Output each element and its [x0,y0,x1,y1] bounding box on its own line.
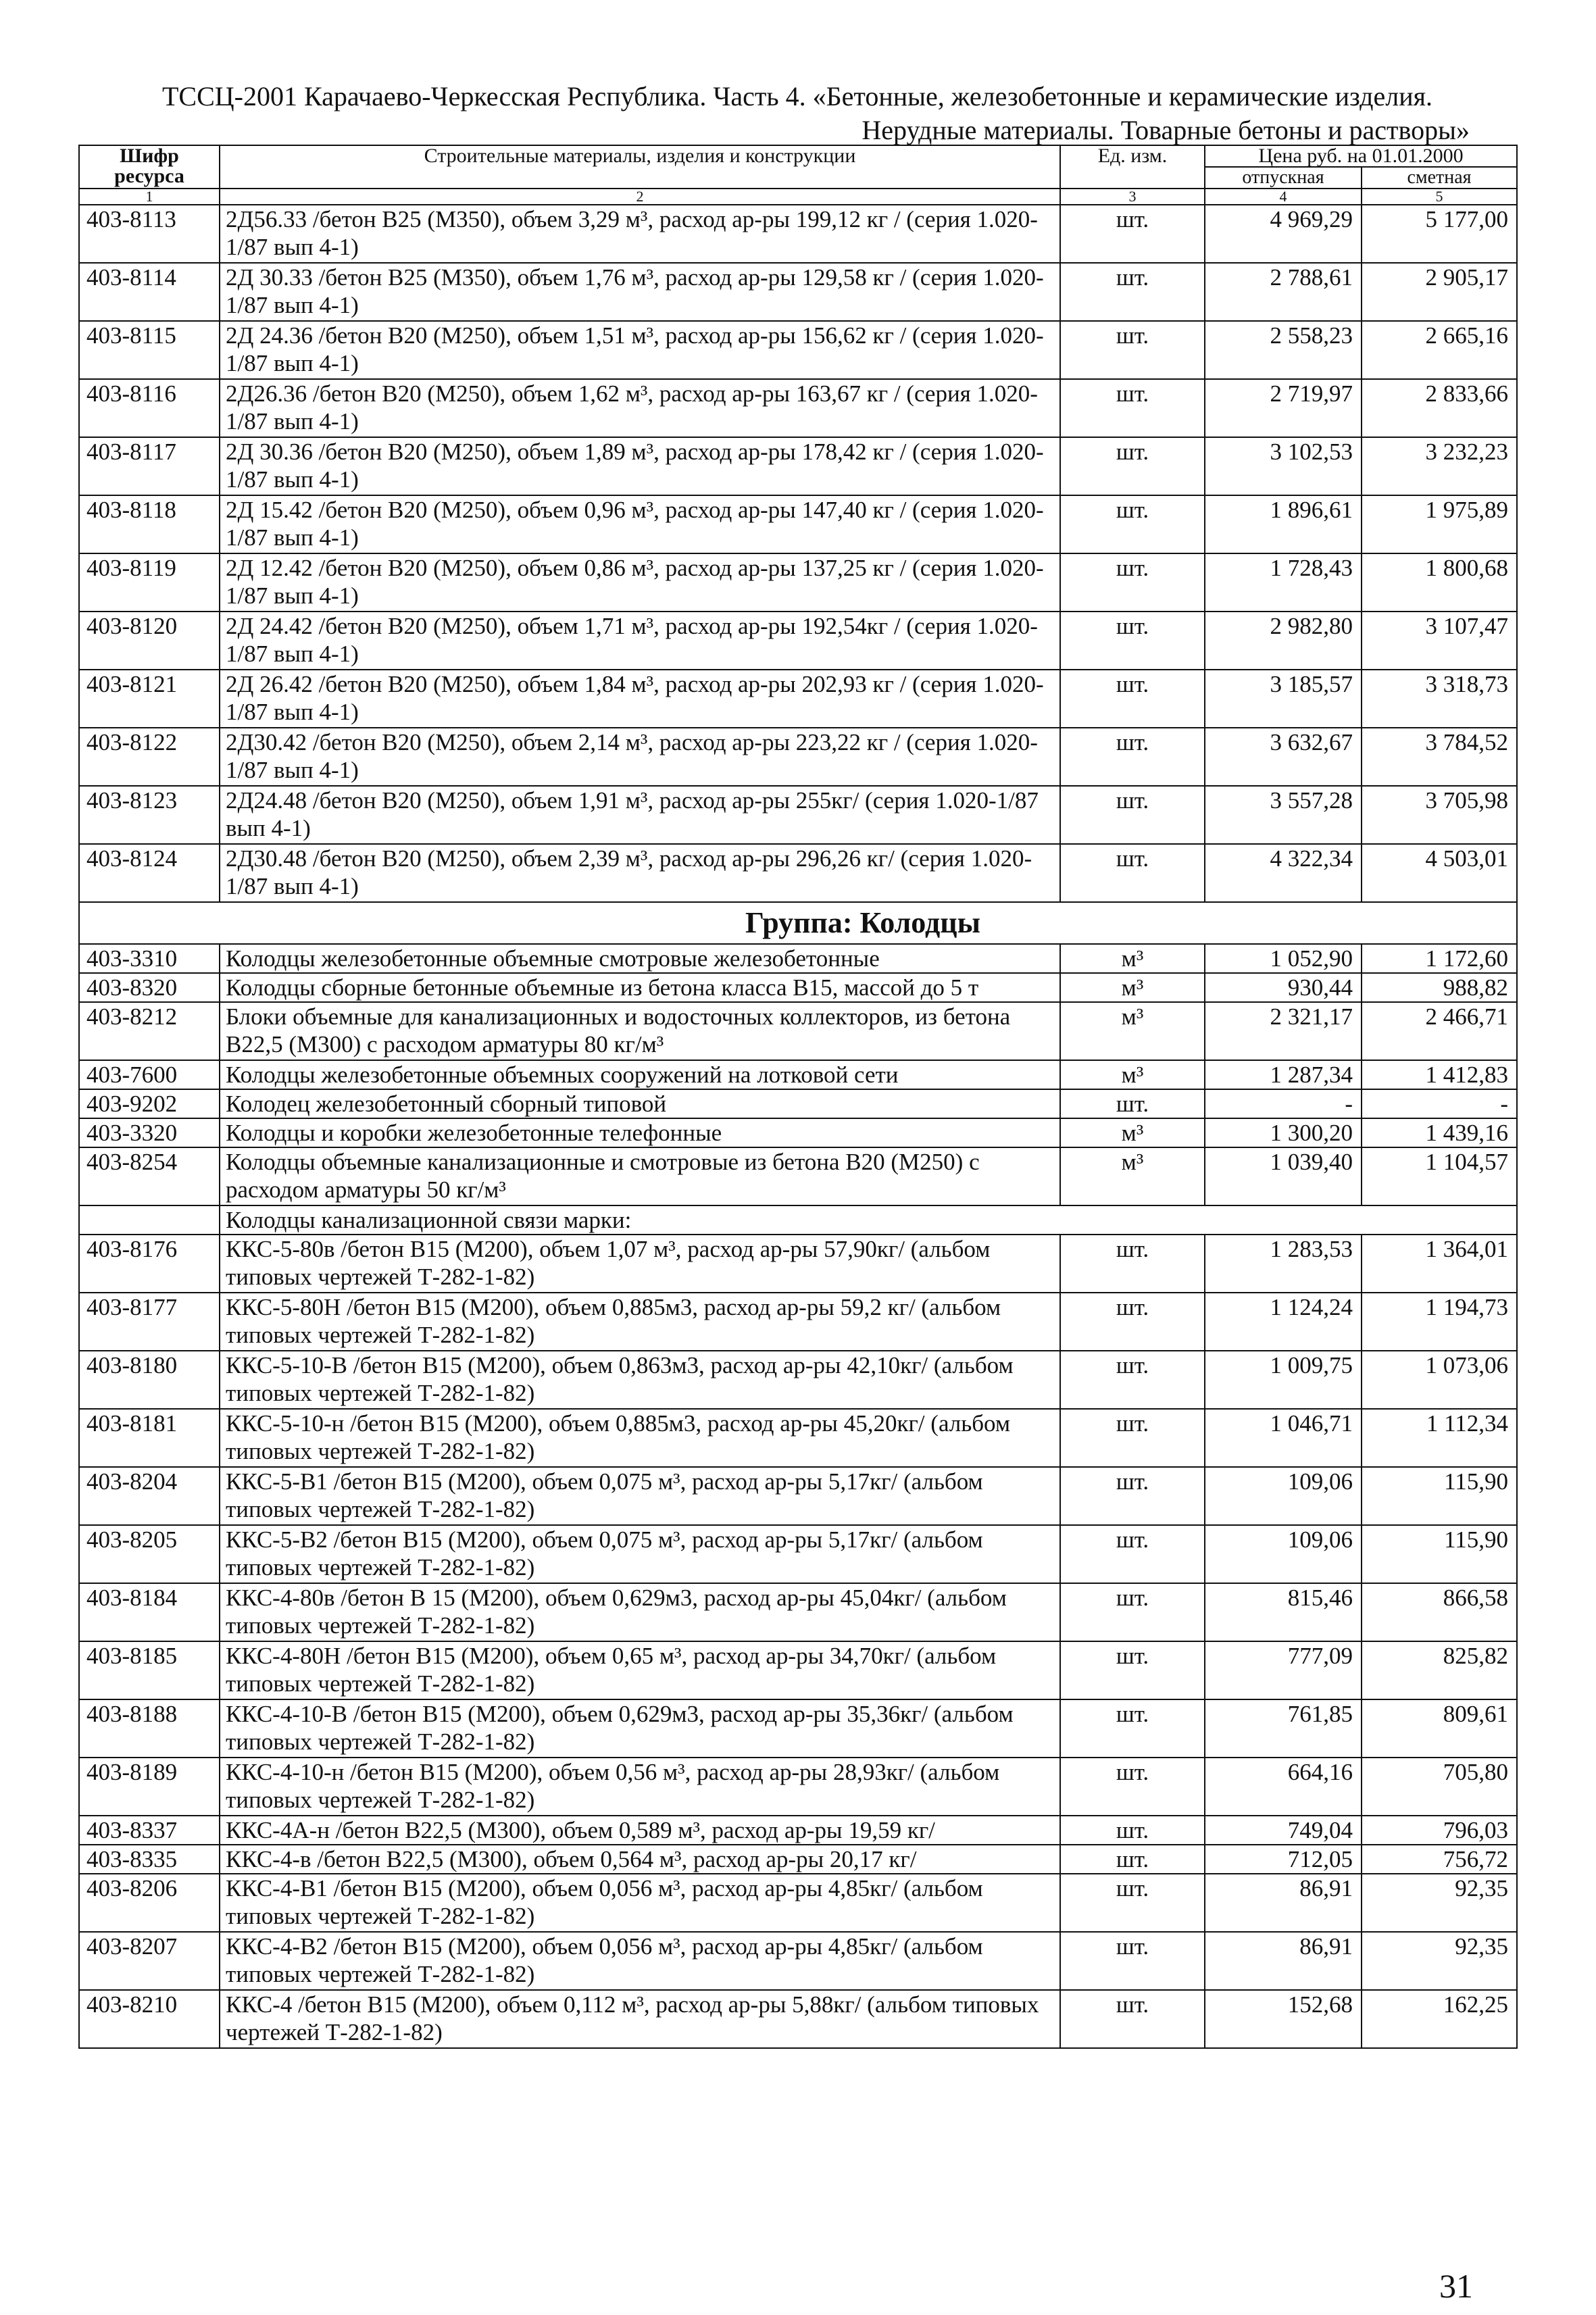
row-unit: шт. [1060,263,1205,321]
table-row [79,1089,1517,1118]
row-code: 403-8113 [79,205,220,263]
row-unit: шт. [1060,1758,1205,1816]
row-name: ККС-4-80в /бетон В 15 (М200), объем 0,629м3, расход ар-ры 45,04кг/ (альбом типовых чертежей Т-282-1-82) [220,1583,1060,1641]
row-unit: м³ [1060,1147,1205,1205]
group-title: Группа: Колодцы [79,902,1517,944]
col-header-code: Шифр ресурса [79,145,220,189]
row-release-price: 3 632,67 [1205,728,1362,786]
row-release-price: 2 719,97 [1205,379,1362,437]
row-unit: шт. [1060,1235,1205,1293]
row-release-price: 815,46 [1205,1583,1362,1641]
row-estimate-price: 1 194,73 [1362,1293,1517,1351]
row-unit: шт. [1060,1845,1205,1874]
row-estimate-price: 1 172,60 [1362,944,1517,973]
row-estimate-price: - [1362,1089,1517,1118]
row-estimate-price: 1 412,83 [1362,1060,1517,1089]
row-estimate-price: 705,80 [1362,1758,1517,1816]
row-estimate-price: 162,25 [1362,1990,1517,2048]
row-estimate-price: 2 905,17 [1362,263,1517,321]
row-estimate-price: 796,03 [1362,1816,1517,1845]
row-name: ККС-4-80Н /бетон В15 (М200), объем 0,65 м³, расход ар-ры 34,70кг/ (альбом типовых чертежей Т-282-1-82) [220,1641,1060,1699]
row-estimate-price: 1 104,57 [1362,1147,1517,1205]
table-row [79,612,1517,670]
row-code: 403-3310 [79,944,220,973]
table-row [79,1525,1517,1583]
row-release-price: 86,91 [1205,1874,1362,1932]
row-estimate-price: 3 107,47 [1362,612,1517,670]
table-row [79,263,1517,321]
row-unit: шт. [1060,437,1205,495]
row-name: 2Д30.48 /бетон В20 (М250), объем 2,39 м³, расход ар-ры 296,26 кг/ (серия 1.020-1/87 вып 4-1) [220,844,1060,902]
row-name: 2Д30.42 /бетон В20 (М250), объем 2,14 м³, расход ар-ры 223,22 кг / (серия 1.020-1/87 вып 4-1) [220,728,1060,786]
row-unit: шт. [1060,321,1205,379]
table-section-cable-wells [79,1235,1517,2048]
row-unit: м³ [1060,1002,1205,1060]
col-number-5: 5 [1362,189,1517,205]
table-row [79,205,1517,263]
row-unit: шт. [1060,495,1205,553]
row-unit: шт. [1060,1816,1205,1845]
row-unit: шт. [1060,1932,1205,1990]
row-unit: шт. [1060,1525,1205,1583]
row-release-price: 4 322,34 [1205,844,1362,902]
row-name: Колодцы железобетонные объемных сооружений на лотковой сети [220,1060,1060,1089]
row-code: 403-8184 [79,1583,220,1641]
row-unit: шт. [1060,844,1205,902]
table-section-panels [79,205,1517,902]
row-name: ККС-5-10-В /бетон В15 (М200), объем 0,863м3, расход ар-ры 42,10кг/ (альбом типовых чертежей Т-282-1-82) [220,1351,1060,1409]
col-number-3: 3 [1060,189,1205,205]
row-unit: шт. [1060,379,1205,437]
row-estimate-price: 3 784,52 [1362,728,1517,786]
row-estimate-price: 2 466,71 [1362,1002,1517,1060]
row-name: ККС-5-В1 /бетон В15 (М200), объем 0,075 м³, расход ар-ры 5,17кг/ (альбом типовых чертежей Т-282-1-82) [220,1467,1060,1525]
row-estimate-price: 809,61 [1362,1699,1517,1758]
row-release-price: 4 969,29 [1205,205,1362,263]
row-unit: шт. [1060,1293,1205,1351]
row-estimate-price: 92,35 [1362,1932,1517,1990]
row-unit: шт. [1060,786,1205,844]
row-code: 403-8205 [79,1525,220,1583]
row-estimate-price: 1 439,16 [1362,1118,1517,1147]
table-row [79,1060,1517,1089]
table-row [79,1932,1517,1990]
row-estimate-price: 3 318,73 [1362,670,1517,728]
row-name: 2Д24.48 /бетон В20 (М250), объем 1,91 м³, расход ар-ры 255кг/ (серия 1.020-1/87 вып 4-1) [220,786,1060,844]
row-release-price: 86,91 [1205,1932,1362,1990]
row-estimate-price: 2 665,16 [1362,321,1517,379]
table-row [79,1845,1517,1874]
row-estimate-price: 5 177,00 [1362,205,1517,263]
row-release-price: 152,68 [1205,1990,1362,2048]
row-release-price: 712,05 [1205,1845,1362,1874]
row-name: 2Д56.33 /бетон В25 (М350), объем 3,29 м³, расход ар-ры 199,12 кг / (серия 1.020-1/87 вып 4-1) [220,205,1060,263]
row-name: ККС-4-10-н /бетон В15 (М200), объем 0,56 м³, расход ар-ры 28,93кг/ (альбом типовых чертежей Т-282-1-82) [220,1758,1060,1816]
table-row [79,1699,1517,1758]
row-estimate-price: 3 232,23 [1362,437,1517,495]
row-code: 403-8177 [79,1293,220,1351]
table-row [79,1002,1517,1060]
row-name: ККС-5-80Н /бетон В15 (М200), объем 0,885м3, расход ар-ры 59,2 кг/ (альбом типовых чертежей Т-282-1-82) [220,1293,1060,1351]
row-estimate-price: 115,90 [1362,1467,1517,1525]
row-release-price: 761,85 [1205,1699,1362,1758]
row-release-price: 1 300,20 [1205,1118,1362,1147]
col-header-unit: Ед. изм. [1060,145,1205,189]
row-name: ККС-4А-н /бетон В22,5 (М300), объем 0,589 м³, расход ар-ры 19,59 кг/ [220,1816,1060,1845]
table-row [79,944,1517,973]
row-estimate-price: 4 503,01 [1362,844,1517,902]
row-release-price: 749,04 [1205,1816,1362,1845]
row-code: 403-8337 [79,1816,220,1845]
row-unit: шт. [1060,1409,1205,1467]
row-unit: шт. [1060,205,1205,263]
row-unit: шт. [1060,1351,1205,1409]
table-row [79,1874,1517,1932]
page-number: 31 [1439,2267,1473,2305]
row-code: 403-8189 [79,1758,220,1816]
row-name: Колодец железобетонный сборный типовой [220,1089,1060,1118]
table-row [79,1351,1517,1409]
row-estimate-price: 1 364,01 [1362,1235,1517,1293]
row-unit: м³ [1060,973,1205,1002]
table-row [79,1467,1517,1525]
table-section-group-heading [79,902,1517,944]
row-unit: шт. [1060,1583,1205,1641]
row-unit: шт. [1060,1990,1205,2048]
row-release-price: 1 287,34 [1205,1060,1362,1089]
price-table [78,145,1518,2049]
table-row [79,1118,1517,1147]
col-header-estimate: сметная [1362,167,1517,189]
row-unit: шт. [1060,1874,1205,1932]
row-code: 403-8210 [79,1990,220,2048]
row-code: 403-8121 [79,670,220,728]
row-code: 403-8204 [79,1467,220,1525]
col-header-name: Строительные материалы, изделия и конструкции [220,145,1060,189]
row-unit: шт. [1060,1089,1205,1118]
row-name: 2Д 30.33 /бетон В25 (М350), объем 1,76 м³, расход ар-ры 129,58 кг / (серия 1.020-1/87 вып 4-1) [220,263,1060,321]
table-row [79,1293,1517,1351]
row-unit: шт. [1060,670,1205,728]
row-release-price: 930,44 [1205,973,1362,1002]
row-code: 403-8114 [79,263,220,321]
row-unit: м³ [1060,944,1205,973]
row-estimate-price: 1 975,89 [1362,495,1517,553]
subgroup-title: Колодцы канализационной связи марки: [220,1205,1517,1235]
row-name: Колодцы и коробки железобетонные телефонные [220,1118,1060,1147]
row-release-price: 1 039,40 [1205,1147,1362,1205]
col-header-release: отпускная [1205,167,1362,189]
row-release-price: 109,06 [1205,1525,1362,1583]
table-row [79,1816,1517,1845]
row-code: 403-8206 [79,1874,220,1932]
row-estimate-price: 866,58 [1362,1583,1517,1641]
row-release-price: - [1205,1089,1362,1118]
row-name: 2Д 26.42 /бетон В20 (М250), объем 1,84 м³, расход ар-ры 202,93 кг / (серия 1.020-1/87 вып 4-1) [220,670,1060,728]
row-release-price: 3 185,57 [1205,670,1362,728]
row-code: 403-9202 [79,1089,220,1118]
row-estimate-price: 1 112,34 [1362,1409,1517,1467]
row-release-price: 1 052,90 [1205,944,1362,973]
row-code: 403-8120 [79,612,220,670]
row-code: 403-8188 [79,1699,220,1758]
row-estimate-price: 2 833,66 [1362,379,1517,437]
row-release-price: 1 009,75 [1205,1351,1362,1409]
table-row [79,321,1517,379]
row-name: 2Д 24.42 /бетон В20 (М250), объем 1,71 м³, расход ар-ры 192,54кг / (серия 1.020-1/87 вып 4-1) [220,612,1060,670]
row-unit: шт. [1060,612,1205,670]
row-code: 403-8180 [79,1351,220,1409]
row-release-price: 1 896,61 [1205,495,1362,553]
row-estimate-price: 92,35 [1362,1874,1517,1932]
table-section-wells [79,944,1517,1205]
row-name: 2Д 24.36 /бетон В20 (М250), объем 1,51 м³, расход ар-ры 156,62 кг / (серия 1.020-1/87 вып 4-1) [220,321,1060,379]
row-name: ККС-4-В2 /бетон В15 (М200), объем 0,056 м³, расход ар-ры 4,85кг/ (альбом типовых чертежей Т-282-1-82) [220,1932,1060,1990]
row-release-price: 2 788,61 [1205,263,1362,321]
table-row [79,1147,1517,1205]
row-code: 403-8181 [79,1409,220,1467]
row-estimate-price: 756,72 [1362,1845,1517,1874]
table-row [79,844,1517,902]
row-estimate-price: 825,82 [1362,1641,1517,1699]
row-code: 403-8176 [79,1235,220,1293]
row-code: 403-8320 [79,973,220,1002]
row-code: 403-8335 [79,1845,220,1874]
row-name: Колодцы сборные бетонные объемные из бетона класса В15, массой до 5 т [220,973,1060,1002]
row-name: 2Д 12.42 /бетон В20 (М250), объем 0,86 м³, расход ар-ры 137,25 кг / (серия 1.020-1/87 вып 4-1) [220,553,1060,612]
table-row [79,1235,1517,1293]
row-estimate-price: 1 073,06 [1362,1351,1517,1409]
row-code: 403-8212 [79,1002,220,1060]
row-release-price: 777,09 [1205,1641,1362,1699]
row-release-price: 1 728,43 [1205,553,1362,612]
table-row [79,1990,1517,2048]
row-name: Колодцы объемные канализационные и смотровые из бетона В20 (М250) с расходом арматуры 50 кг/м³ [220,1147,1060,1205]
row-unit: м³ [1060,1118,1205,1147]
row-code: 403-8185 [79,1641,220,1699]
row-release-price: 664,16 [1205,1758,1362,1816]
row-code: 403-8124 [79,844,220,902]
table-row [79,1758,1517,1816]
col-number-2: 2 [220,189,1060,205]
row-code: 403-8118 [79,495,220,553]
row-release-price: 2 558,23 [1205,321,1362,379]
row-name: ККС-4-10-В /бетон В15 (М200), объем 0,629м3, расход ар-ры 35,36кг/ (альбом типовых чертежей Т-282-1-82) [220,1699,1060,1758]
table-row [79,1641,1517,1699]
table-row [79,495,1517,553]
table-row [79,553,1517,612]
row-name: 2Д26.36 /бетон В20 (М250), объем 1,62 м³, расход ар-ры 163,67 кг / (серия 1.020-1/87 вып 4-1) [220,379,1060,437]
row-release-price: 1 046,71 [1205,1409,1362,1467]
row-unit: шт. [1060,1641,1205,1699]
col-number-1: 1 [79,189,220,205]
row-code: 403-8115 [79,321,220,379]
row-unit: шт. [1060,1699,1205,1758]
row-unit: м³ [1060,1060,1205,1089]
col-number-4: 4 [1205,189,1362,205]
row-release-price: 3 102,53 [1205,437,1362,495]
row-release-price: 109,06 [1205,1467,1362,1525]
table-row [79,437,1517,495]
col-header-price: Цена руб. на 01.01.2000 [1205,145,1517,167]
row-code: 403-8116 [79,379,220,437]
table-row [79,973,1517,1002]
row-release-price: 3 557,28 [1205,786,1362,844]
table-row [79,728,1517,786]
row-name: ККС-4-В1 /бетон В15 (М200), объем 0,056 м³, расход ар-ры 4,85кг/ (альбом типовых чертежей Т-282-1-82) [220,1874,1060,1932]
document-title-line1: ТССЦ-2001 Карачаево-Черкесская Республика. Часть 4. «Бетонные, железобетонные и керамические изделия. [161,81,1433,111]
row-name: 2Д 30.36 /бетон В20 (М250), объем 1,89 м³, расход ар-ры 178,42 кг / (серия 1.020-1/87 вып 4-1) [220,437,1060,495]
row-release-price: 2 982,80 [1205,612,1362,670]
subgroup-empty-cell [79,1205,220,1235]
row-unit: шт. [1060,1467,1205,1525]
row-code: 403-8122 [79,728,220,786]
row-code: 403-8254 [79,1147,220,1205]
row-name: ККС-5-80в /бетон В15 (М200), объем 1,07 м³, расход ар-ры 57,90кг/ (альбом типовых чертежей Т-282-1-82) [220,1235,1060,1293]
row-code: 403-8123 [79,786,220,844]
table-row [79,1583,1517,1641]
row-estimate-price: 3 705,98 [1362,786,1517,844]
table-row [79,786,1517,844]
row-name: Блоки объемные для канализационных и водосточных коллекторов, из бетона В22,5 (М300) с расходом арматуры 80 кг/м³ [220,1002,1060,1060]
table-section-subgroup-heading [79,1205,1517,1235]
row-code: 403-7600 [79,1060,220,1089]
row-estimate-price: 115,90 [1362,1525,1517,1583]
table-row [79,670,1517,728]
row-name: ККС-5-В2 /бетон В15 (М200), объем 0,075 м³, расход ар-ры 5,17кг/ (альбом типовых чертежей Т-282-1-82) [220,1525,1060,1583]
row-estimate-price: 1 800,68 [1362,553,1517,612]
table-row [79,379,1517,437]
row-name: ККС-4 /бетон В15 (М200), объем 0,112 м³, расход ар-ры 5,88кг/ (альбом типовых чертежей Т-282-1-82) [220,1990,1060,2048]
row-code: 403-8117 [79,437,220,495]
row-estimate-price: 988,82 [1362,973,1517,1002]
row-code: 403-8207 [79,1932,220,1990]
table-row [79,1409,1517,1467]
row-name: ККС-5-10-н /бетон В15 (М200), объем 0,885м3, расход ар-ры 45,20кг/ (альбом типовых чертежей Т-282-1-82) [220,1409,1060,1467]
row-release-price: 2 321,17 [1205,1002,1362,1060]
row-code: 403-3320 [79,1118,220,1147]
row-release-price: 1 124,24 [1205,1293,1362,1351]
row-release-price: 1 283,53 [1205,1235,1362,1293]
document-title-line2: Нерудные материалы. Товарные бетоны и растворы» [862,115,1470,145]
row-name: Колодцы железобетонные объемные смотровые железобетонные [220,944,1060,973]
row-unit: шт. [1060,553,1205,612]
row-code: 403-8119 [79,553,220,612]
row-name: 2Д 15.42 /бетон В20 (М250), объем 0,96 м³, расход ар-ры 147,40 кг / (серия 1.020-1/87 вып 4-1) [220,495,1060,553]
row-unit: шт. [1060,728,1205,786]
row-name: ККС-4-в /бетон В22,5 (М300), объем 0,564 м³, расход ар-ры 20,17 кг/ [220,1845,1060,1874]
